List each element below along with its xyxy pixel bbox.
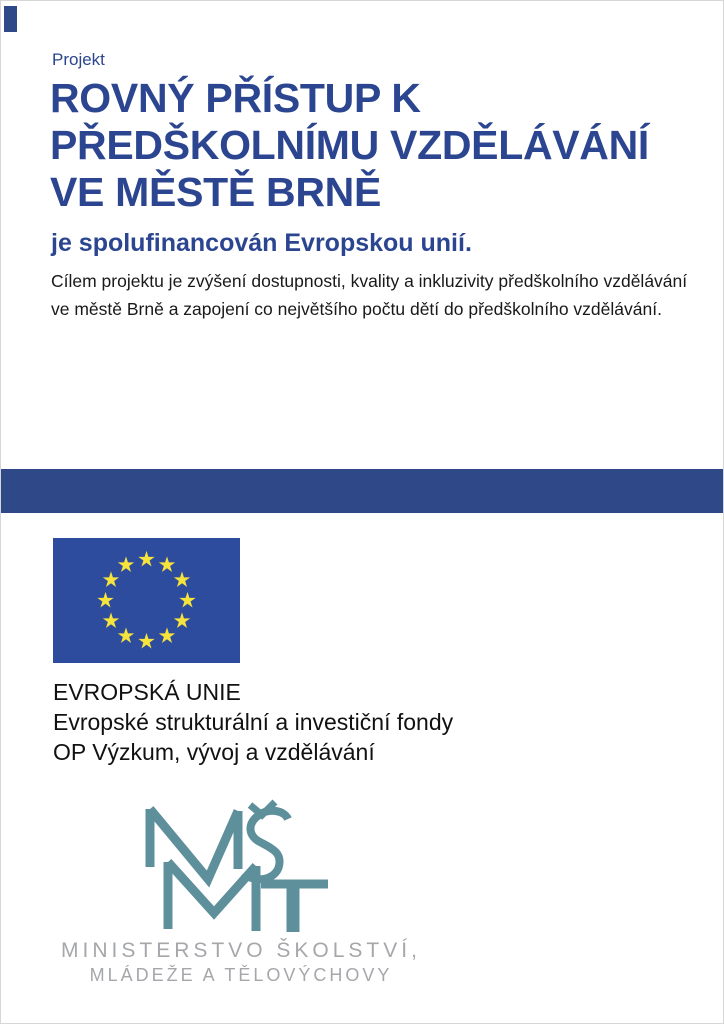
- blue-divider-band: [1, 469, 723, 513]
- corner-mark: [4, 6, 17, 32]
- page-title-line-1: ROVNÝ PŘÍSTUP K: [50, 75, 421, 121]
- eu-star-icon: [179, 592, 195, 608]
- eu-flag-icon: [53, 538, 240, 663]
- page-title: [50, 75, 710, 216]
- eu-star-icon: [174, 571, 190, 587]
- eu-star-icon: [138, 633, 154, 649]
- eu-star-icon: [174, 612, 190, 628]
- msmt-logo-icon: [136, 789, 336, 939]
- eu-star-icon: [138, 551, 154, 567]
- eu-star-icon: [118, 627, 134, 643]
- eu-star-icon: [103, 571, 119, 587]
- cofinancing-subtitle: je spolufinancován Evropskou unií.: [51, 229, 472, 257]
- ministry-name-line-1: MINISTERSTVO ŠKOLSTVÍ,: [61, 939, 421, 962]
- eu-star-icon: [159, 556, 175, 572]
- eu-star-icon: [118, 556, 134, 572]
- ministry-name: [21, 937, 461, 987]
- project-description: Cílem projektu je zvýšení dostupnosti, kvality a inkluzivity předškolního vzdělávání ve městě Brně a zapojení co největšího počtu dětí do předškolního vzdělávání.: [51, 271, 688, 319]
- eu-star-icon: [97, 592, 113, 608]
- eu-star-icon: [159, 627, 175, 643]
- page-title-line-2: PŘEDŠKOLNÍMU VZDĚLÁVÁNÍ: [50, 122, 650, 168]
- eu-text-line-1: EVROPSKÁ UNIE: [53, 679, 241, 705]
- page-title-line-3: VE MĚSTĚ BRNĚ: [50, 169, 381, 215]
- ministry-name-line-2: MLÁDEŽE A TĚLOVÝCHOVY: [89, 965, 393, 985]
- eu-text-line-3: OP Výzkum, vývoj a vzdělávání: [53, 739, 375, 765]
- eu-text-line-2: Evropské strukturální a investiční fondy: [53, 709, 454, 735]
- eu-star-icon: [103, 612, 119, 628]
- project-label: Projekt: [52, 50, 105, 69]
- eu-funding-text: [53, 677, 453, 767]
